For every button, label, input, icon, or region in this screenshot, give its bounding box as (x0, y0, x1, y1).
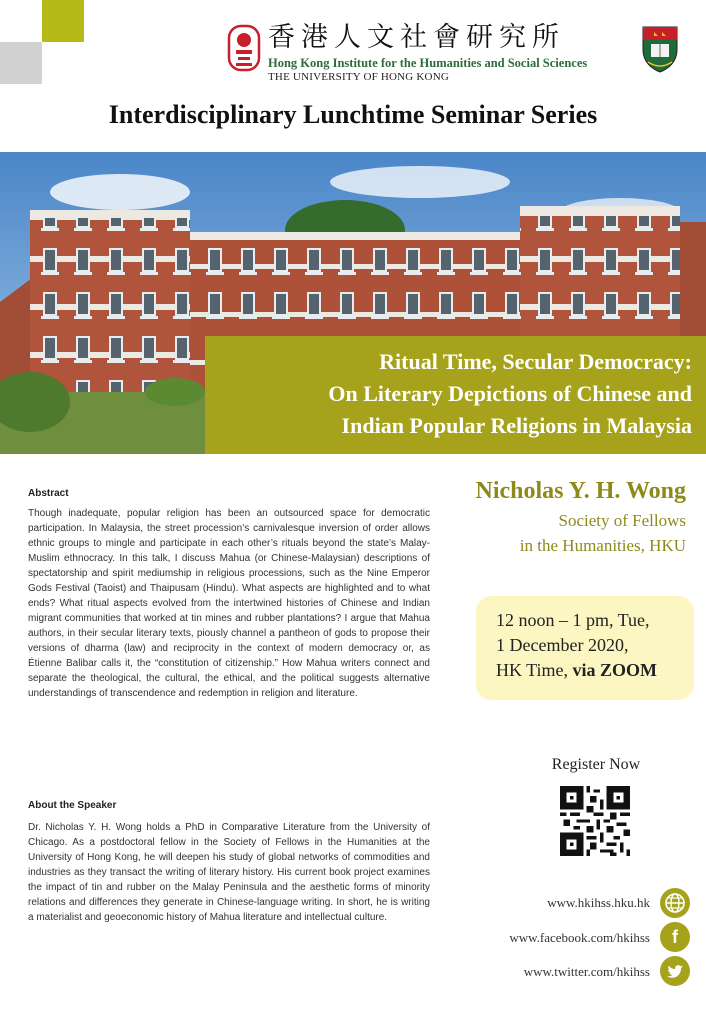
talk-title-box (205, 336, 706, 454)
talk-title-line-3: Indian Popular Religions in Malaysia (341, 413, 692, 438)
event-platform: via ZOOM (572, 660, 658, 680)
twitter-icon[interactable] (660, 956, 690, 986)
event-time-box (476, 596, 694, 700)
abstract-text: Though inadequate, popular religion has been an outsourced space for democratic participation. In Malaysia, the street procession’s carnivalesque inversion of order allows ethnic groups to mingle and participate in each other’s rituals beyond the state’s Malay-Muslim ethnocracy. In this talk, I discuss Mahua (or Chinese-Malaysian) descriptions of spectatorship and spirit mediumship in religious processions, such as the Nine Emperor Gods Festival (Taoist) and Thaipusam (Hindu). What aspects are highlighted and to what ends? What ritual aspects evolved from the intertwined histories of Chinese and Indian migrant communities that worked at tin mines and rubber plantations? I argue that Mahua authors, in their secular literary texts, piously channel a pantheon of gods to propose their versions of dharma (law) and reciprocity in the context of modern democracy or, as Étienne Balibar calls it, the “constitution of citizenship.” How Mahua writers connect and separate the theological, the cultural, the ethical, and the political suggests alternative understandings of transcendence and redemption in religion and literature. (28, 508, 430, 699)
event-location-line (496, 658, 694, 683)
seal-icon (226, 24, 262, 72)
talk-title-line-1: Ritual Time, Secular Democracy: (379, 349, 692, 374)
corner-olive-square (42, 0, 84, 42)
institute-chinese-name: 香港人文社會研究所 (268, 22, 565, 53)
university-name: THE UNIVERSITY OF HONG KONG (268, 71, 449, 83)
event-date-line: 1 December 2020, (496, 635, 629, 655)
crest-icon (640, 24, 680, 74)
register-now-label[interactable]: Register Now (551, 756, 641, 773)
speaker-affiliation-line-1: Society of Fellows (558, 511, 686, 530)
series-title: Interdisciplinary Lunchtime Seminar Series (108, 100, 598, 129)
corner-gray-square (0, 42, 42, 84)
institute-name: Hong Kong Institute for the Humanities and Social Sciences (268, 56, 588, 70)
speaker-name: Nicholas Y. H. Wong (475, 478, 686, 504)
twitter-link[interactable]: www.twitter.com/hkihss (523, 964, 650, 979)
facebook-icon[interactable]: f (660, 922, 690, 952)
qr-code-icon[interactable] (560, 786, 630, 856)
about-speaker-heading: About the Speaker (28, 800, 117, 811)
website-link[interactable]: www.hkihss.hku.hk (547, 895, 650, 910)
event-time-line-1: 12 noon – 1 pm, Tue, (496, 610, 650, 630)
abstract-heading: Abstract (28, 488, 69, 499)
speaker-affiliation-line-2: in the Humanities, HKU (519, 536, 686, 555)
facebook-link[interactable]: www.facebook.com/hkihss (509, 930, 650, 945)
about-speaker-text: Dr. Nicholas Y. H. Wong holds a PhD in Comparative Literature from the University of Chicago. As a postdoctoral fellow in the Society of Fellows in the Humanities at the University of Hong Kong, he will deepen his study of global networks of commodities and industries as they transact the writing of literary history. His current book project examines the impact of tin and rubber on the Malay Peninsula and the aesthetic forms of minority relations and differences they generate in Chinese-language writing. In short, he is writing a materialist and geoeconomic history of Mahua literature and intellectual culture. (28, 822, 430, 923)
talk-title-line-2: On Literary Depictions of Chinese and (328, 381, 692, 406)
event-timezone: HK Time, (496, 660, 573, 680)
globe-icon[interactable] (660, 888, 690, 918)
